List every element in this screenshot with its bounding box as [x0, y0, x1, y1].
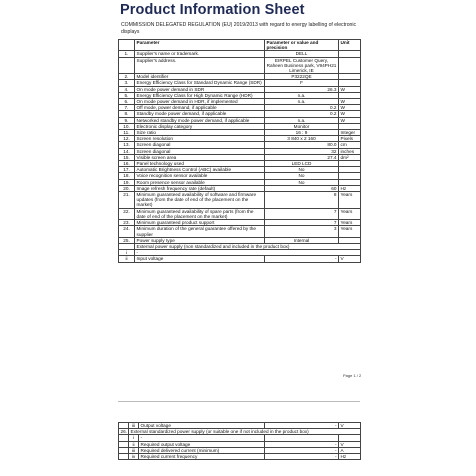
row-parameter: Supplier's address. — [135, 57, 265, 74]
header-parameter: Parameter — [135, 40, 265, 51]
row-unit: W — [339, 105, 361, 111]
row-number: 11. — [119, 130, 135, 136]
row-number: 3. — [119, 80, 135, 86]
row-parameter: External standardized power supply (or suitable one if not included in the product box) — [129, 429, 361, 435]
row-value: P3222QE — [265, 74, 339, 80]
row-value: - — [265, 454, 339, 460]
page-divider — [118, 401, 360, 402]
row-number: 19. — [119, 179, 135, 185]
document-title: Product Information Sheet — [120, 2, 305, 18]
row-unit: Years — [339, 208, 361, 219]
row-parameter: Required current frequency — [139, 454, 265, 460]
row-value: 0.2 — [265, 105, 339, 111]
row-value: No — [265, 179, 339, 185]
page-number: Page 1 / 2 — [343, 373, 362, 378]
regulation-subtitle: COMMISSION DELEGATED REGULATION (EU) 2019/2013 with regard to energy labelling of electronic displays — [121, 22, 357, 35]
row-number: 2. — [119, 74, 135, 80]
row-sub-number: ii — [129, 441, 139, 447]
row-value: 32 — [265, 148, 339, 154]
row-number: 4. — [119, 86, 135, 92]
row-number: 22. — [119, 208, 135, 219]
row-number: 16. — [119, 161, 135, 167]
row-value: - — [265, 441, 339, 447]
row-unit: A — [339, 447, 361, 453]
row-value: EIRPEL Customer Query, Raheen Business park, V94PH21 Limerick, IE — [265, 57, 339, 74]
row-value: 27.4 — [265, 154, 339, 160]
row-parameter: Required output voltage — [139, 441, 265, 447]
product-info-table — [118, 39, 361, 263]
row-value: Monitor — [265, 123, 339, 129]
row-unit: V — [339, 256, 361, 262]
row-value: 3 — [265, 226, 339, 237]
row-parameter: Energy Efficiency Class for Standard Dynamic Range (SDR) — [135, 80, 265, 86]
row-unit: V — [339, 441, 361, 447]
row-sub-number: iii — [129, 423, 139, 429]
row-number: 12. — [119, 136, 135, 142]
row-unit: Years — [339, 226, 361, 237]
row-parameter: Supplier's name or trademark. — [135, 51, 265, 57]
row-value: 7 — [265, 220, 339, 226]
row-parameter: Power supply type — [135, 237, 265, 243]
header-unit: Unit — [339, 40, 361, 51]
row-parameter: Electronic display category — [135, 123, 265, 129]
table-row — [119, 208, 361, 219]
row-value: 3 840 x 2 160 — [265, 136, 339, 142]
row-sub-number: i — [129, 435, 139, 441]
row-parameter: Room presence sensor available — [135, 179, 265, 185]
row-parameter: Screen diagonal — [135, 142, 265, 148]
row-parameter: Size ratio — [135, 130, 265, 136]
row-number: 18. — [119, 173, 135, 179]
row-value: 16 : 9 — [265, 130, 339, 136]
row-parameter: Panel technology used — [135, 161, 265, 167]
row-number: 9. — [119, 117, 135, 123]
row-number: 6. — [119, 99, 135, 105]
table-row — [119, 57, 361, 74]
row-value: 60 — [265, 185, 339, 191]
row-parameter: Required delivered current (minimum) — [139, 447, 265, 453]
row-number: 7. — [119, 105, 135, 111]
table-header-row — [119, 40, 361, 51]
row-parameter: - — [139, 435, 265, 441]
row-value: n.a. — [265, 99, 339, 105]
row-number: 21. — [119, 192, 135, 209]
row-number: 5. — [119, 92, 135, 98]
row-unit — [339, 57, 361, 74]
row-number: 14. — [119, 148, 135, 154]
row-parameter: Visible screen area — [135, 154, 265, 160]
row-number: 13. — [119, 142, 135, 148]
table-row — [119, 192, 361, 209]
row-number: 23. — [119, 220, 135, 226]
product-info-table-page-2 — [118, 422, 361, 460]
row-parameter: Standby mode power demand, if applicable — [135, 111, 265, 117]
row-value: DELL — [265, 51, 339, 57]
row-value: No — [265, 173, 339, 179]
row-unit: W — [339, 86, 361, 92]
row-number: 20. — [119, 185, 135, 191]
page-gap — [0, 382, 476, 400]
row-unit: inches — [339, 148, 361, 154]
row-number: 24. — [119, 226, 135, 237]
row-sub-number: ii — [119, 256, 135, 262]
row-number: 25. — [119, 237, 135, 243]
row-value: LED LCD — [265, 161, 339, 167]
row-unit: Years — [339, 192, 361, 209]
row-unit: Years — [339, 220, 361, 226]
row-parameter: On mode power demand in SDR — [135, 86, 265, 92]
row-number: 26. — [120, 429, 128, 435]
row-unit: dm² — [339, 154, 361, 160]
row-value: No — [265, 167, 339, 173]
row-parameter: Networked standby mode power demand, if applicable — [135, 117, 265, 123]
row-parameter: On mode power demand in HDR, if implemented — [135, 99, 265, 105]
table-row — [119, 454, 361, 460]
row-parameter: Output voltage — [139, 423, 265, 429]
row-unit: Hz — [339, 454, 361, 460]
row-parameter: External power supply (non standardized and included in the product box) — [135, 243, 361, 249]
row-unit: Integer — [339, 130, 361, 136]
row-value: 26.3 — [265, 86, 339, 92]
header-no — [119, 40, 135, 51]
row-unit: cm — [339, 142, 361, 148]
row-number: 17. — [119, 167, 135, 173]
row-number: 1. — [119, 51, 135, 57]
row-number: 10. — [119, 123, 135, 129]
row-value: F — [265, 80, 339, 86]
row-unit: Pixels — [339, 136, 361, 142]
row-parameter: Screen diagonal — [135, 148, 265, 154]
row-parameter: Minimum guaranteed product support — [135, 220, 265, 226]
row-unit: W — [339, 99, 361, 105]
row-parameter: Voice recognition sensor available — [135, 173, 265, 179]
row-number — [119, 454, 129, 460]
row-value: n.a. — [265, 117, 339, 123]
row-parameter: Minimum duration of the general guarantee offered by the supplier — [135, 226, 265, 237]
row-number: 8. — [119, 111, 135, 117]
row-parameter: Minimum guaranteed availability of spare parts (from the date of end of the placement on the market) — [135, 208, 265, 219]
row-number: 15. — [119, 154, 135, 160]
header-value: Parameter or value and precision — [265, 40, 339, 51]
row-value: - — [265, 423, 339, 429]
row-value: Internal — [265, 237, 339, 243]
row-unit: Hz — [339, 185, 361, 191]
row-value: 0.2 — [265, 111, 339, 117]
table-row — [119, 226, 361, 237]
row-parameter: Screen resolution — [135, 136, 265, 142]
row-unit: W — [339, 117, 361, 123]
row-sub-number: i — [119, 250, 135, 256]
row-parameter: Input voltage — [135, 256, 265, 262]
row-value: 80.0 — [265, 142, 339, 148]
row-parameter: Model identifier — [135, 74, 265, 80]
row-value: - — [265, 256, 339, 262]
row-sub-number: iii — [129, 447, 139, 453]
row-parameter: Off mode, power demand, if applicable — [135, 105, 265, 111]
row-unit: V — [339, 423, 361, 429]
row-sub-number: iv — [129, 454, 139, 460]
row-number — [119, 57, 135, 74]
table-row — [119, 256, 361, 262]
row-parameter: Energy Efficiency Class for High Dynamic Range (HDR) — [135, 92, 265, 98]
row-parameter: Automatic Brightness Control (ABC) available — [135, 167, 265, 173]
row-parameter: Image refresh frequency rate (default) — [135, 185, 265, 191]
row-value: 8 — [265, 192, 339, 209]
row-unit: W — [339, 111, 361, 117]
row-value: n.a. — [265, 92, 339, 98]
row-value: 7 — [265, 208, 339, 219]
row-value: - — [265, 447, 339, 453]
row-parameter: - — [135, 250, 361, 256]
row-parameter: Minimum guaranteed availability of software and firmware updates (from the date of end of the placement on the market) — [135, 192, 265, 209]
